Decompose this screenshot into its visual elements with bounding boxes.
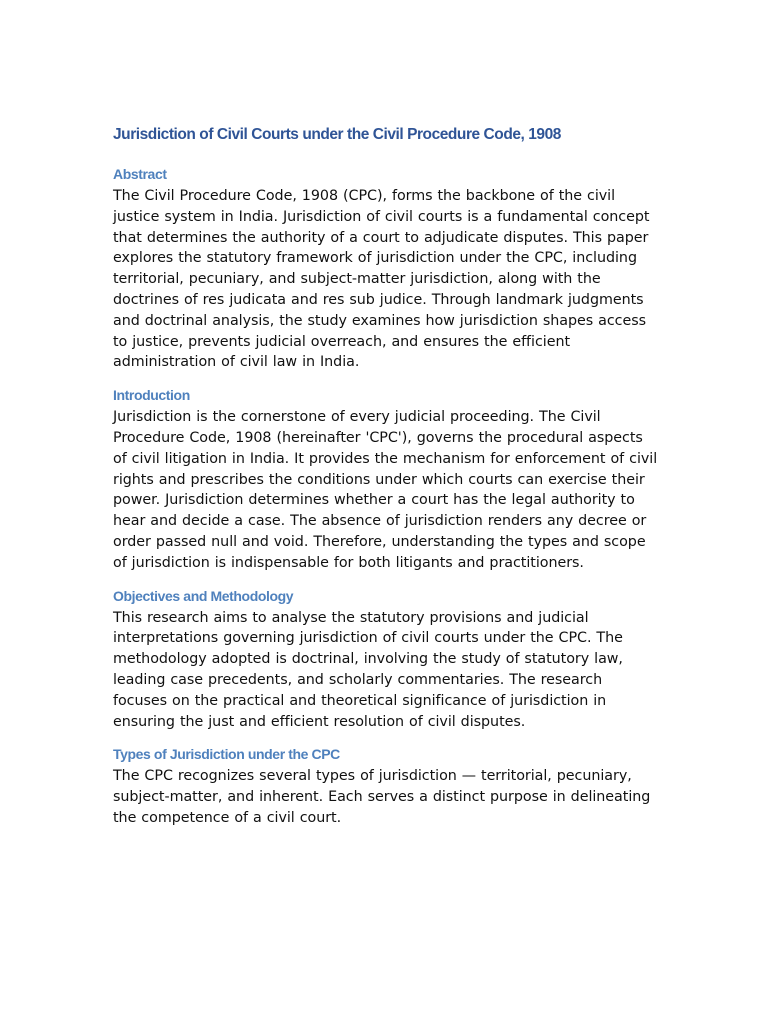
section-objectives-methodology (113, 586, 661, 733)
section-heading-introduction: Introduction (113, 387, 190, 404)
section-heading-abstract: Abstract (113, 166, 167, 182)
section-introduction (113, 385, 661, 573)
document-title: Jurisdiction of Civil Courts under the Civil Procedure Code, 1908 (113, 126, 561, 143)
section-body-abstract: The Civil Procedure Code, 1908 (CPC), forms the backbone of the civil justice system in India. Jurisdiction of civil courts is a fundamental concept that determines the authority of a court to adjudicate disputes. This paper explores the statutory framework of jurisdiction under the CPC, including territorial, pecuniary, and subject-matter jurisdiction, along with the doctrines of res judicata and res sub judice. Through landmark judgments and doctrinal analysis, the study examines how jurisdiction shapes access to justice, prevents judicial overreach, and ensures the efficient administration of civil law in India. (113, 188, 650, 371)
document-page (113, 124, 661, 841)
section-body-introduction: Jurisdiction is the cornerstone of every judicial proceeding. The Civil Procedure Code, 1908 (hereinafter 'CPC'), governs the procedural aspects of civil litigation in India. It provides the mechanism for enforcement of civil rights and prescribes the conditions under which courts can exercise their power. Jurisdiction determines whether a court has the legal authority to hear and decide a case. The absence of jurisdiction renders any decree or order passed null and void. Therefore, understanding the types and scope of jurisdiction is indispensable for both litigants and practitioners. (113, 409, 658, 571)
section-heading-objectives-methodology: Objectives and Methodology (113, 587, 294, 604)
section-types-of-jurisdiction (113, 744, 661, 828)
section-heading-types-of-jurisdiction: Types of Jurisdiction under the CPC (113, 746, 340, 763)
section-body-objectives-methodology: This research aims to analyse the statutory provisions and judicial interpretations governing jurisdiction of civil courts under the CPC. The methodology adopted is doctrinal, involving the study of statutory law, leading case precedents, and scholarly commentaries. The research focuses on the practical and theoretical significance of jurisdiction in ensuring the just and efficient resolution of civil disputes. (113, 609, 623, 730)
section-abstract (113, 164, 661, 373)
section-body-types-of-jurisdiction: The CPC recognizes several types of jurisdiction — territorial, pecuniary, subject-matter, and inherent. Each serves a distinct purpose in delineating the competence of a civil court. (113, 768, 651, 826)
